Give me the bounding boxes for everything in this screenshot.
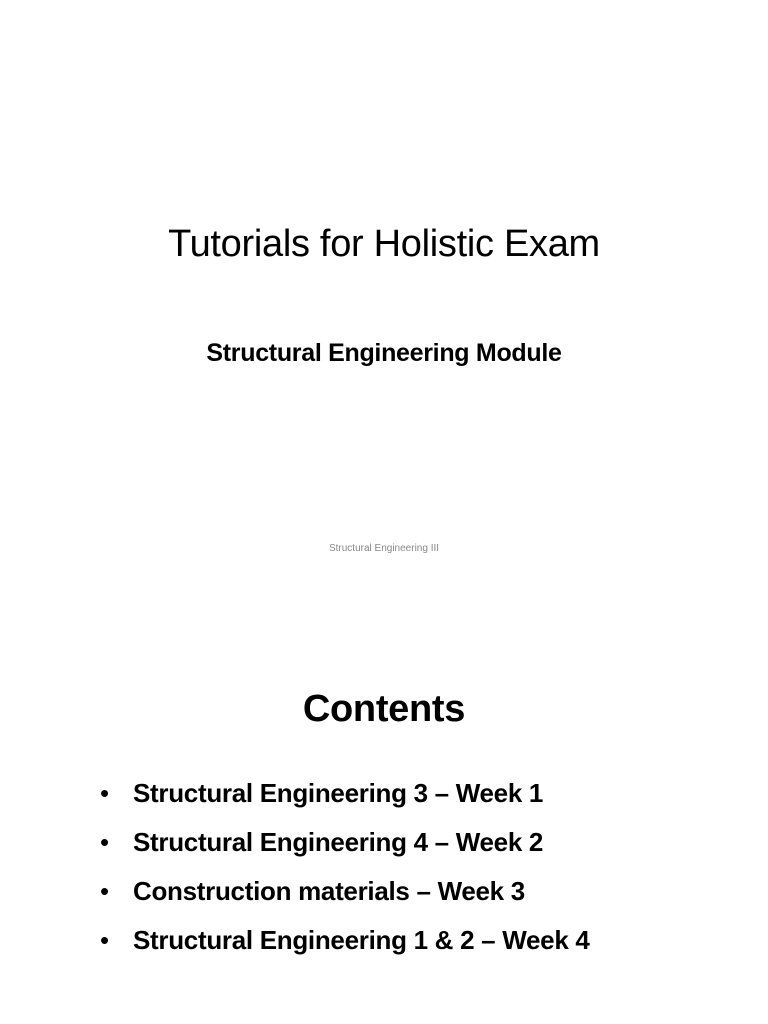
contents-title: Contents	[302, 688, 466, 730]
list-item-text: Structural Engineering 3 – Week 1	[133, 778, 544, 808]
slide-title: Tutorials for Holistic Exam	[168, 223, 600, 265]
list-item-text: Construction materials – Week 3	[133, 876, 525, 906]
bullet-icon: •	[100, 778, 109, 808]
bullet-icon: •	[100, 876, 109, 906]
slide-footer: Structural Engineering III	[328, 543, 440, 554]
bullet-icon: •	[100, 827, 109, 857]
contents-slide	[0, 590, 768, 1024]
bullet-icon: •	[100, 925, 109, 955]
slide-subtitle: Structural Engineering Module	[206, 339, 562, 367]
list-item-text: Structural Engineering 1 & 2 – Week 4	[133, 925, 590, 955]
list-item-text: Structural Engineering 4 – Week 2	[133, 827, 544, 857]
